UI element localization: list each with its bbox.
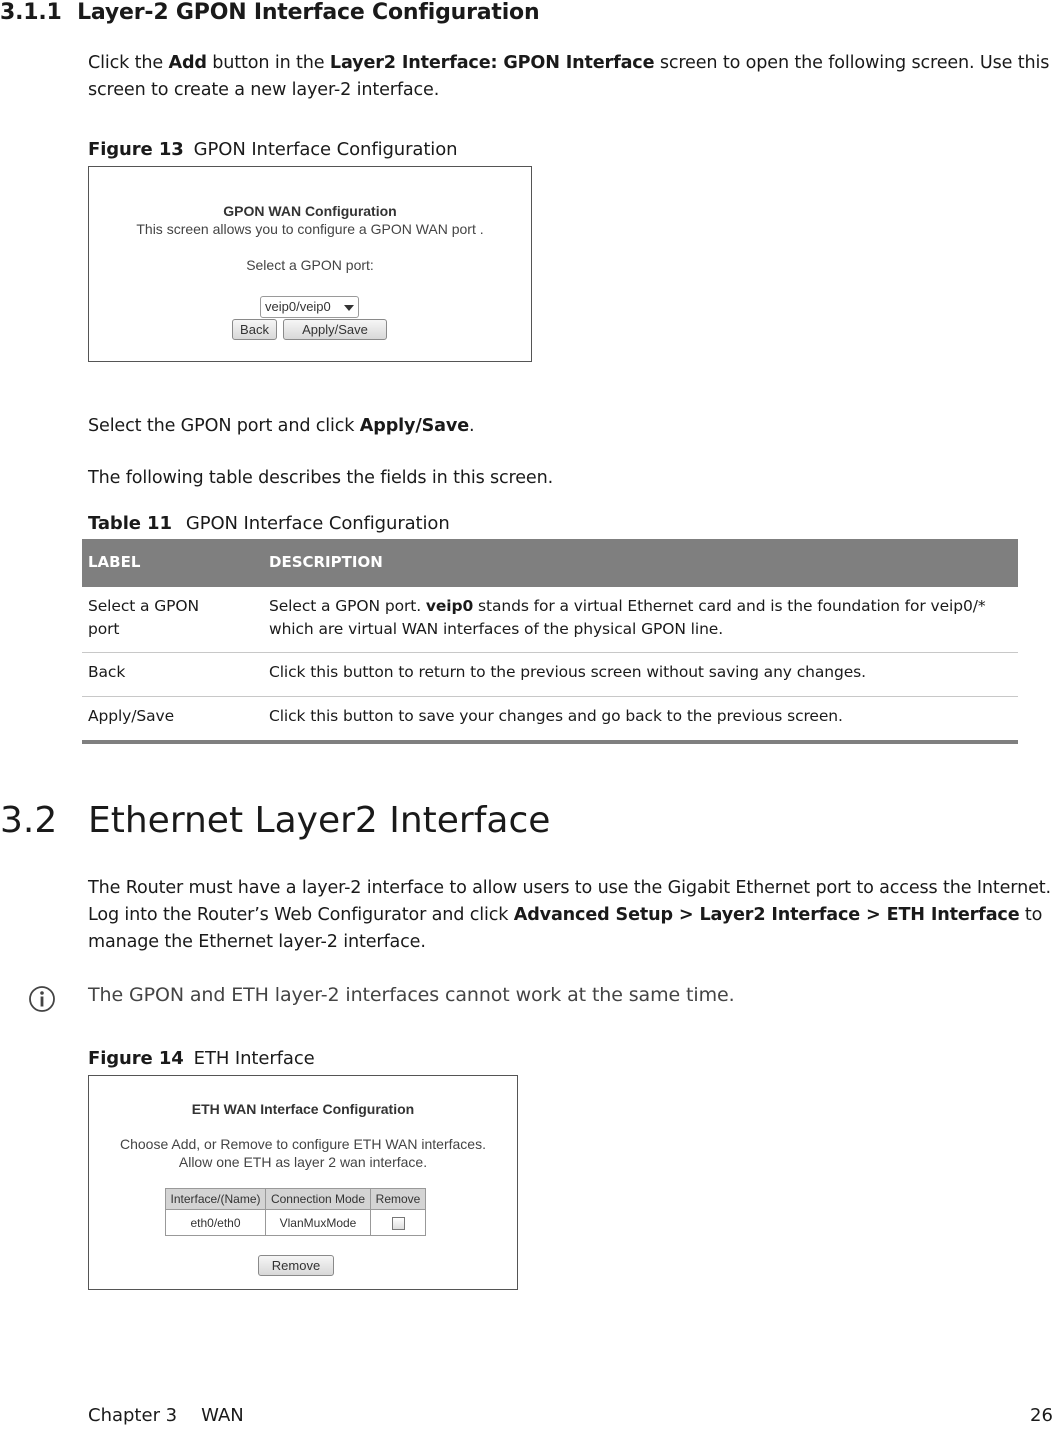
gpon-port-select[interactable] xyxy=(260,296,359,318)
footer-chapter-number: Chapter 3 xyxy=(88,1405,178,1426)
apply-save-button[interactable]: Apply/Save xyxy=(283,319,387,340)
select-text-2: . xyxy=(468,416,475,436)
table-intro-paragraph: The following table describes the fields in this screen. xyxy=(88,468,554,488)
figure-13-title: GPON Interface Configuration xyxy=(193,139,458,160)
figure-13-caption xyxy=(88,139,457,160)
table-row xyxy=(166,1210,426,1236)
gpon-port-select-value: veip0/veip0 xyxy=(265,299,331,314)
remove-checkbox[interactable] xyxy=(392,1217,405,1230)
section-heading-3-2 xyxy=(0,800,550,841)
section-heading-3-1-1 xyxy=(0,0,539,25)
table-11-label: Table 11 xyxy=(88,513,172,534)
intro-paragraph xyxy=(88,50,1053,104)
section-title: Ethernet Layer2 Interface xyxy=(88,800,551,841)
table-11 xyxy=(82,539,1018,725)
col-connection-mode: Connection Mode xyxy=(266,1189,371,1210)
figure-14-label: Figure 14 xyxy=(88,1048,184,1069)
col-interface-name: Interface/(Name) xyxy=(166,1189,266,1210)
table-row xyxy=(82,697,1018,744)
info-icon xyxy=(27,984,57,1014)
remove-button[interactable]: Remove xyxy=(258,1255,334,1276)
table-row xyxy=(82,653,1018,697)
eth-wan-config-title: ETH WAN Interface Configuration xyxy=(191,1101,415,1117)
eth-table-header-row xyxy=(166,1189,426,1210)
eth-text-1: The Router must have a layer-2 interface to allow users to use the Gigabit Ethernet port to access the Internet. Log into the Router’s Web Configurator and click xyxy=(88,878,1051,925)
row-label: Select a GPON port xyxy=(88,597,200,638)
footer-chapter xyxy=(88,1405,244,1426)
figure-13-screenshot xyxy=(88,166,532,362)
table-row xyxy=(82,587,1018,653)
eth-wan-config-desc-2: Allow one ETH as layer 2 wan interface. xyxy=(178,1154,428,1170)
cell-connection-mode: VlanMuxMode xyxy=(266,1210,371,1236)
note-text: The GPON and ETH layer-2 interfaces cannot work at the same time. xyxy=(88,984,735,1006)
figure-14-title: ETH Interface xyxy=(193,1048,315,1069)
chevron-down-icon xyxy=(344,305,354,311)
header-label: LABEL xyxy=(88,553,141,571)
figure-14-screenshot xyxy=(88,1075,518,1290)
cell-interface: eth0/eth0 xyxy=(166,1210,266,1236)
row-description xyxy=(269,595,989,641)
gpon-port-select-label: Select a GPON port: xyxy=(246,257,374,273)
eth-text-2: to manage the Ethernet layer-2 interface. xyxy=(88,905,1043,952)
section-number: 3.2 xyxy=(0,800,58,841)
footer-page-number: 26 xyxy=(1030,1405,1053,1426)
back-button[interactable]: Back xyxy=(232,319,277,340)
row-desc-text-1: Select a GPON port. xyxy=(269,597,426,615)
eth-paragraph xyxy=(88,875,1053,956)
select-apply-bold: Apply/Save xyxy=(359,416,469,436)
select-paragraph xyxy=(88,413,1053,440)
table-11-caption xyxy=(88,513,450,534)
row-description: Click this button to return to the previous screen without saving any changes. xyxy=(269,663,866,681)
row-desc-bold: veip0 xyxy=(425,597,474,615)
header-description: DESCRIPTION xyxy=(269,553,383,571)
select-text-1: Select the GPON port and click xyxy=(88,416,360,436)
row-desc-text-2: stands for a virtual Ethernet card and is the foundation for veip0/* which are virtual WAN interfaces of the physical GPON line. xyxy=(269,597,986,638)
gpon-wan-config-title: GPON WAN Configuration xyxy=(223,203,397,219)
intro-add-bold: Add xyxy=(168,53,207,73)
row-label: Apply/Save xyxy=(88,707,175,725)
eth-interface-table xyxy=(165,1188,426,1236)
eth-menu-path-bold: Advanced Setup > Layer2 Interface > ETH Interface xyxy=(513,905,1020,925)
row-label: Back xyxy=(88,663,126,681)
figure-13-label: Figure 13 xyxy=(88,139,184,160)
eth-wan-config-desc-1: Choose Add, or Remove to configure ETH WAN interfaces. xyxy=(120,1136,486,1152)
row-description: Click this button to save your changes and go back to the previous screen. xyxy=(269,707,843,725)
table-11-title: GPON Interface Configuration xyxy=(185,513,450,534)
section-number: 3.1.1 xyxy=(0,0,62,25)
gpon-wan-config-desc: This screen allows you to configure a GPON WAN port . xyxy=(136,221,484,237)
figure-14-caption xyxy=(88,1048,315,1069)
intro-text-1: Click the xyxy=(88,53,169,73)
section-title: Layer-2 GPON Interface Configuration xyxy=(77,0,540,25)
intro-screen-bold: Layer2 Interface: GPON Interface xyxy=(329,53,655,73)
intro-text-2: button in the xyxy=(206,53,330,73)
footer-chapter-name: WAN xyxy=(201,1405,244,1426)
table-header xyxy=(82,539,1018,587)
intro-text-3: screen to open the following screen. Use this screen to create a new layer-2 interface. xyxy=(88,53,1050,100)
cell-remove xyxy=(371,1210,426,1236)
col-remove: Remove xyxy=(371,1189,426,1210)
